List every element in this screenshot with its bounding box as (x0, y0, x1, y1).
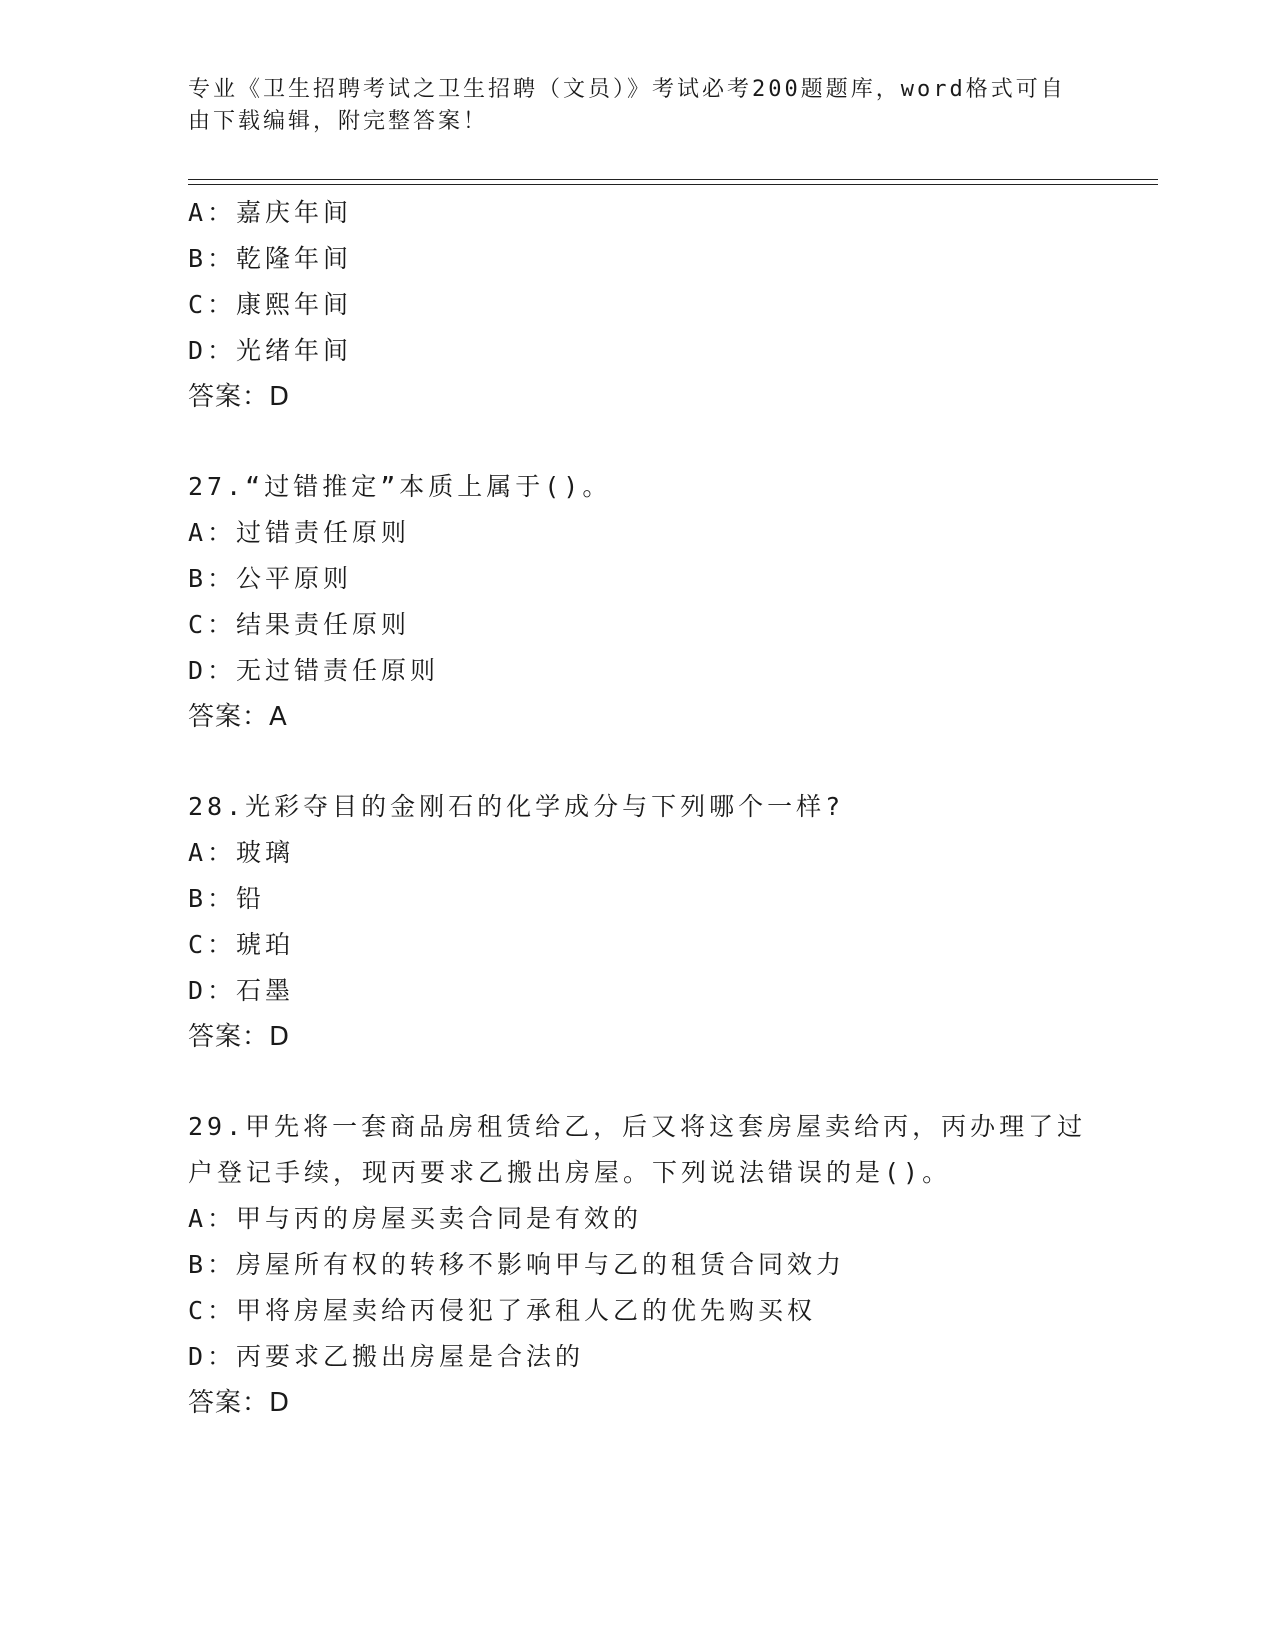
option-c: C：甲将房屋卖给丙侵犯了承租人乙的优先购买权 (188, 1296, 817, 1325)
option-d: D：丙要求乙搬出房屋是合法的 (188, 1342, 585, 1371)
question-28-block (188, 784, 1088, 1060)
option-b: B：公平原则 (188, 564, 353, 593)
spacer (188, 420, 1088, 464)
question-text: 28.光彩夺目的金刚石的化学成分与下列哪个一样? (188, 792, 845, 821)
spacer (188, 1060, 1088, 1104)
option-a: A：过错责任原则 (188, 518, 411, 547)
answer-line: 答案：A (188, 702, 288, 732)
option-a: A：嘉庆年间 (188, 198, 353, 227)
document-header (188, 74, 1068, 138)
question-27-block (188, 464, 1088, 740)
spacer (188, 740, 1088, 784)
option-b: B：房屋所有权的转移不影响甲与乙的租赁合同效力 (188, 1250, 846, 1279)
header-line-1: 专业《卫生招聘考试之卫生招聘（文员）》考试必考200题题库，word格式可自 (188, 77, 1066, 102)
question-text-line-2: 户登记手续，现丙要求乙搬出房屋。下列说法错误的是()。 (188, 1158, 952, 1187)
header-divider-bottom (188, 184, 1158, 185)
option-d: D：无过错责任原则 (188, 656, 440, 685)
option-a: A：玻璃 (188, 838, 295, 867)
question-list (188, 190, 1088, 1426)
option-a: A：甲与丙的房屋买卖合同是有效的 (188, 1204, 643, 1233)
option-c: C：琥珀 (188, 930, 295, 959)
header-divider-top (188, 179, 1158, 180)
answer-line: 答案：D (188, 382, 291, 412)
answer-line: 答案：D (188, 1022, 291, 1052)
option-b: B：乾隆年间 (188, 244, 353, 273)
option-c: C：结果责任原则 (188, 610, 411, 639)
option-b: B：铅 (188, 884, 266, 913)
option-d: D：石墨 (188, 976, 295, 1005)
question-text: 27.“过错推定”本质上属于()。 (188, 472, 612, 501)
question-26-block (188, 190, 1088, 420)
header-line-2: 由下载编辑，附完整答案！ (188, 109, 489, 134)
answer-line: 答案：D (188, 1388, 291, 1418)
question-29-block (188, 1104, 1088, 1426)
question-text-line-1: 29.甲先将一套商品房租赁给乙，后又将这套房屋卖给丙，丙办理了过 (188, 1112, 1087, 1141)
option-d: D：光绪年间 (188, 336, 353, 365)
option-c: C：康熙年间 (188, 290, 353, 319)
